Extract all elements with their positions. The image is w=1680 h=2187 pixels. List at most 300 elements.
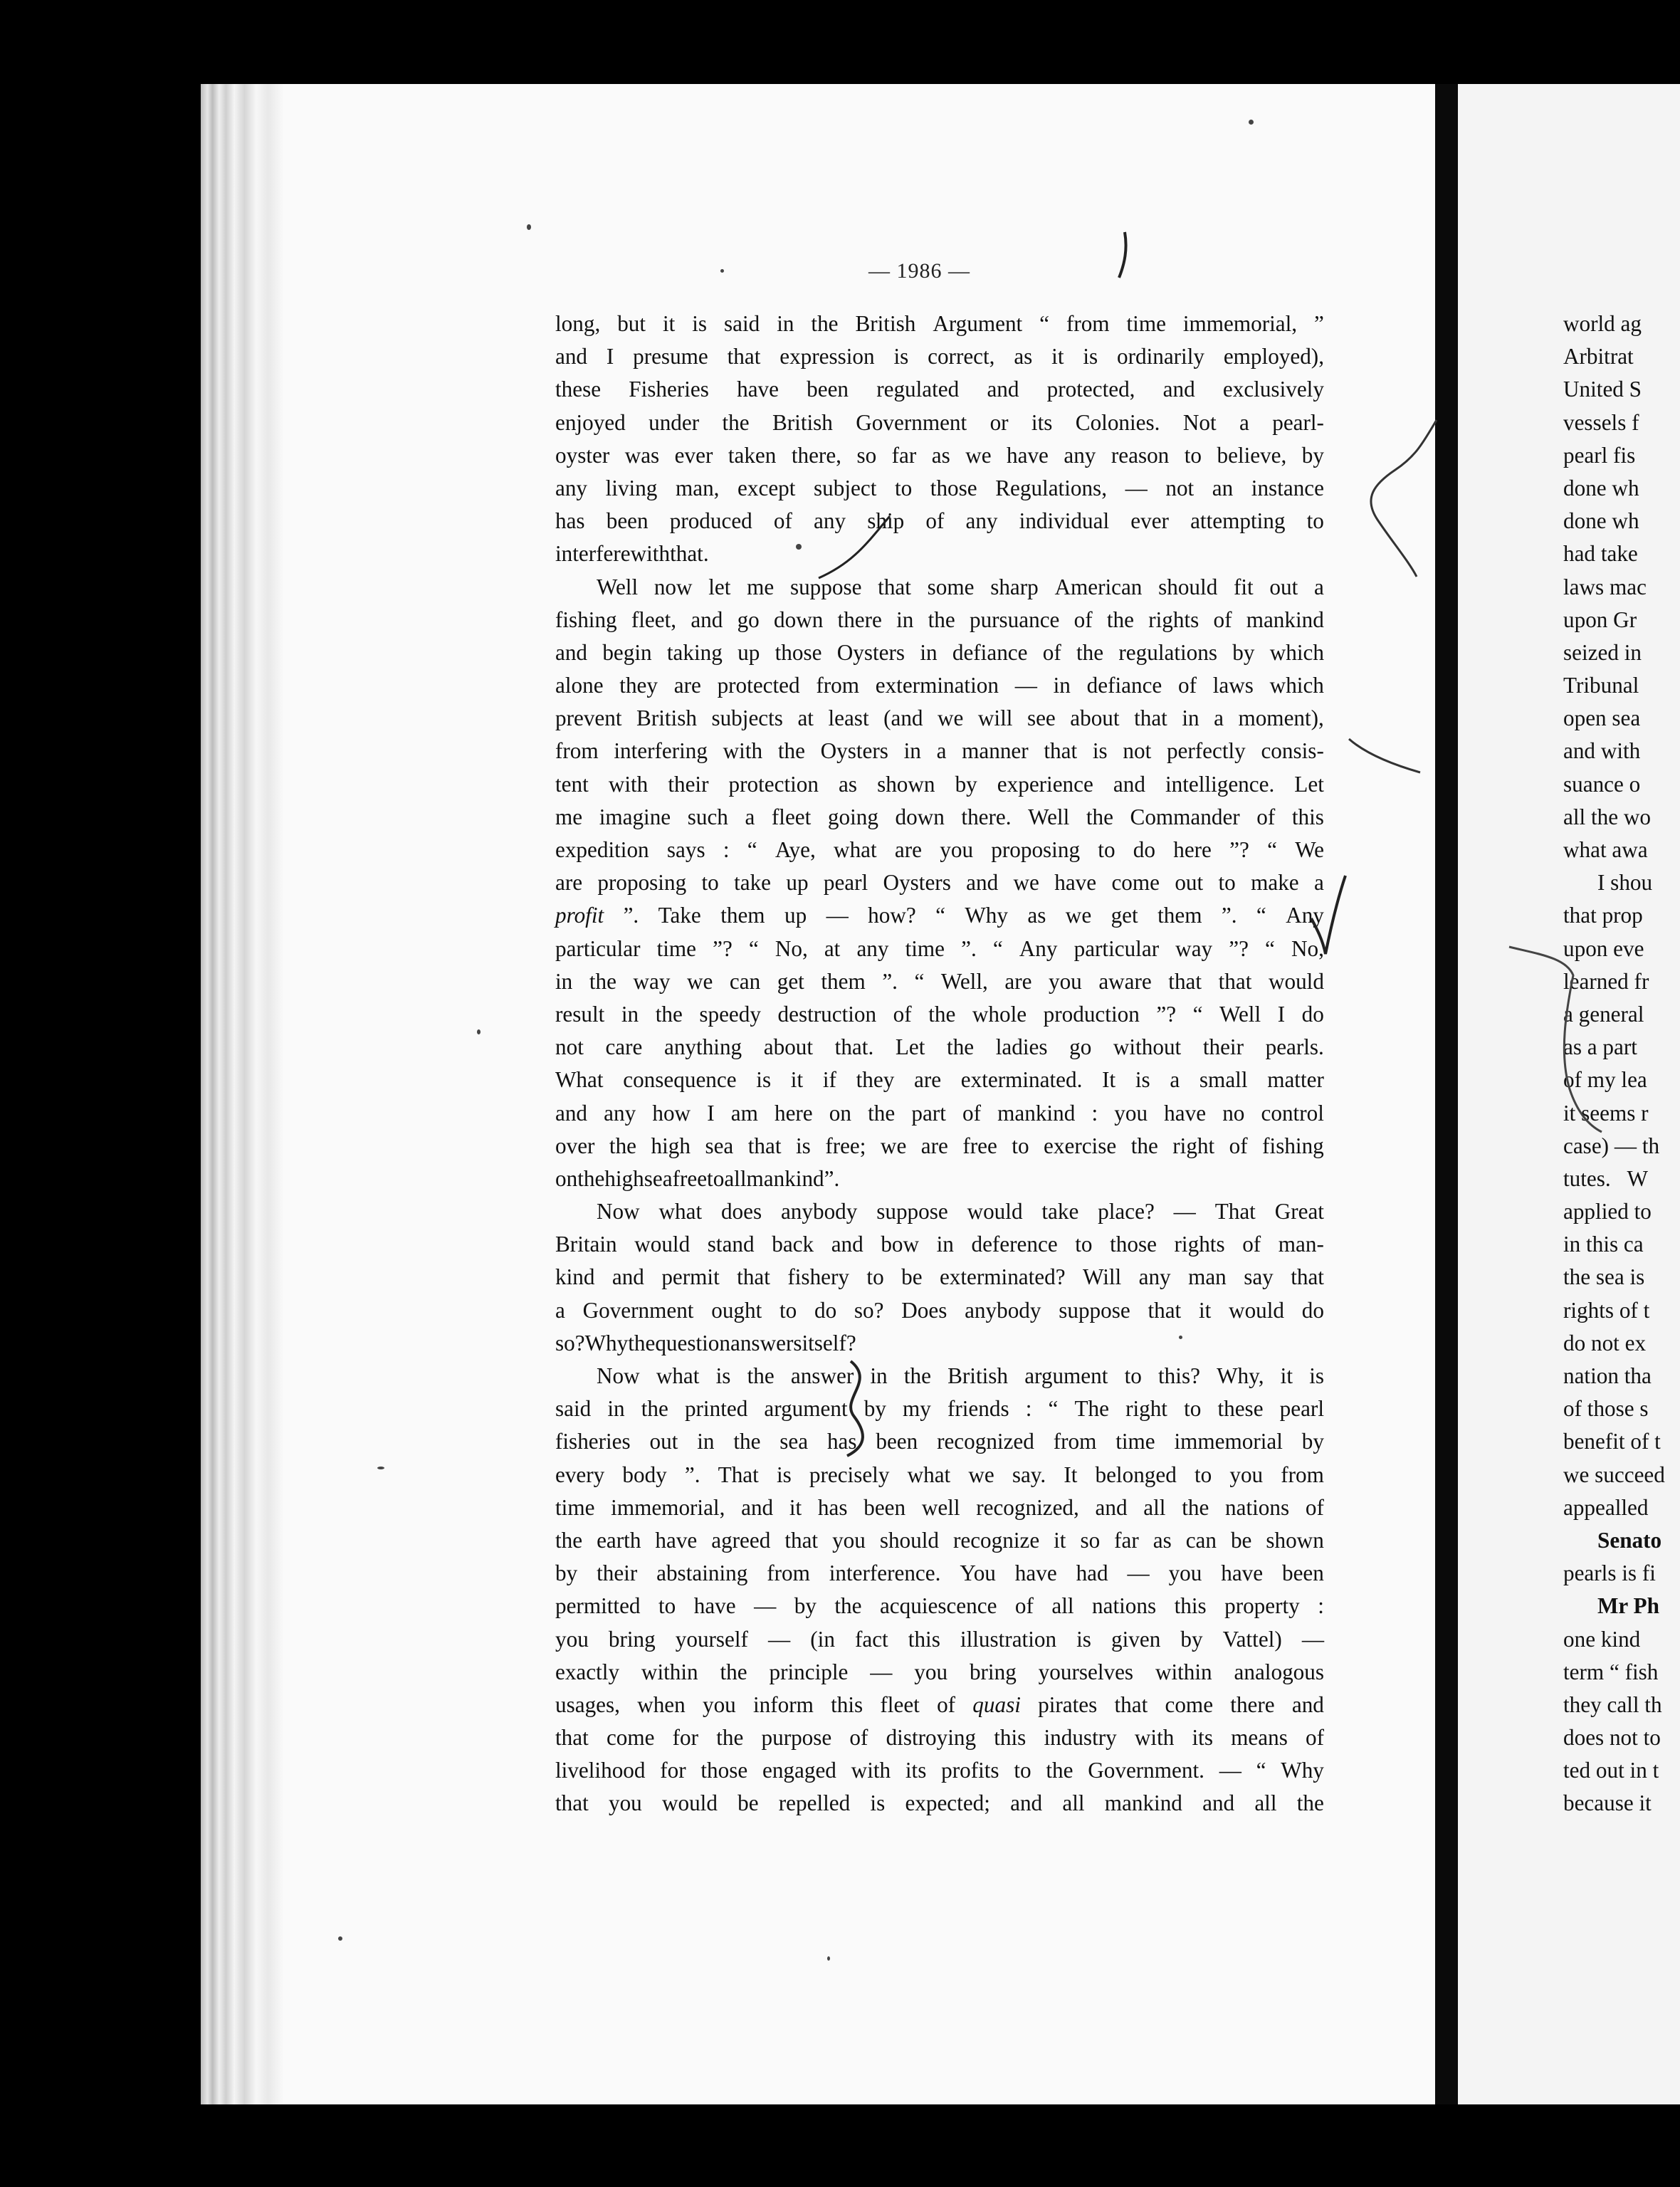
word: these bbox=[1217, 1396, 1264, 1422]
word: do bbox=[814, 1297, 837, 1323]
word: to bbox=[866, 1264, 884, 1290]
word: their bbox=[597, 1561, 638, 1586]
word: I bbox=[1277, 1001, 1286, 1027]
dust-speck bbox=[527, 224, 531, 230]
word: that bbox=[1044, 738, 1078, 764]
right-margin-loop-mark bbox=[1509, 947, 1602, 1132]
word: have bbox=[737, 377, 779, 402]
word: sharp bbox=[990, 574, 1039, 599]
right-text-line: Arbitrat bbox=[1563, 344, 1634, 369]
word: in bbox=[920, 639, 938, 665]
dust-speck bbox=[477, 1029, 481, 1034]
word: attempting bbox=[1190, 508, 1286, 534]
word: time bbox=[1126, 311, 1166, 336]
word: by bbox=[1301, 1429, 1324, 1454]
word: or bbox=[989, 409, 1009, 435]
word: those bbox=[775, 639, 822, 665]
word: a bbox=[1313, 870, 1324, 896]
word: with bbox=[851, 1758, 891, 1783]
word: imagine bbox=[599, 804, 671, 829]
margin-bracket-mark bbox=[1371, 420, 1437, 577]
word: going bbox=[827, 804, 878, 829]
word: Argument bbox=[933, 311, 1023, 336]
word: begin bbox=[602, 639, 652, 665]
word: now bbox=[653, 574, 693, 599]
word: the bbox=[577, 1165, 605, 1191]
word: except bbox=[737, 475, 796, 500]
word: interfering bbox=[614, 738, 708, 764]
word: shown bbox=[877, 771, 935, 797]
word: for bbox=[672, 1725, 699, 1751]
word: they bbox=[856, 1067, 895, 1093]
word: of bbox=[1042, 639, 1061, 665]
word: do bbox=[1301, 1297, 1324, 1323]
word: pursuance bbox=[969, 607, 1060, 632]
word: within bbox=[641, 1659, 698, 1684]
right-text-line: because it bbox=[1563, 1790, 1652, 1816]
word: fishery bbox=[787, 1264, 849, 1290]
right-text-line: done wh bbox=[1563, 508, 1639, 534]
word: to bbox=[1098, 837, 1115, 862]
word: for bbox=[660, 1758, 686, 1783]
word: by bbox=[955, 771, 977, 797]
word: to bbox=[894, 475, 913, 500]
right-text-line: seized in bbox=[1563, 639, 1642, 665]
word: an bbox=[1212, 475, 1234, 500]
word: permit bbox=[661, 1264, 720, 1290]
word: itself? bbox=[802, 1330, 856, 1355]
word: mankind bbox=[1246, 607, 1324, 632]
word: at bbox=[824, 935, 841, 961]
word: distroying bbox=[886, 1725, 977, 1751]
word: alone bbox=[555, 673, 604, 698]
right-text-line: they call th bbox=[1563, 1692, 1662, 1717]
right-text-line: pearl fis bbox=[1563, 442, 1636, 468]
word: and bbox=[1095, 1494, 1128, 1520]
word: you bbox=[914, 1659, 948, 1684]
word: Let bbox=[895, 1034, 925, 1060]
word: under bbox=[649, 409, 700, 435]
word: that bbox=[555, 1725, 589, 1751]
word: these bbox=[555, 377, 602, 402]
word: Let bbox=[1294, 771, 1324, 797]
word: defiance bbox=[952, 639, 1028, 665]
word: the bbox=[1076, 639, 1104, 665]
right-text-line: done wh bbox=[1563, 475, 1639, 500]
word: way bbox=[633, 968, 671, 994]
word: — bbox=[1301, 1626, 1324, 1652]
word: but bbox=[617, 311, 646, 336]
word: nations bbox=[1092, 1593, 1157, 1619]
word: “ bbox=[1048, 1396, 1059, 1422]
underline-stroke bbox=[819, 516, 890, 578]
word: would bbox=[1229, 1297, 1285, 1323]
word: interfere bbox=[555, 541, 631, 567]
word: you bbox=[608, 1790, 642, 1816]
word: there bbox=[1230, 1692, 1275, 1717]
word: of bbox=[937, 1692, 956, 1717]
word: laws bbox=[1212, 673, 1254, 698]
word: down bbox=[774, 607, 824, 632]
word: Government bbox=[856, 409, 967, 435]
word: be bbox=[1230, 1527, 1252, 1553]
word: a bbox=[1239, 409, 1249, 435]
word: you bbox=[832, 1527, 866, 1553]
word: you bbox=[702, 1692, 736, 1717]
word: Great bbox=[1274, 1199, 1324, 1224]
word: protected bbox=[717, 673, 800, 698]
word: a bbox=[1214, 706, 1224, 731]
word: you bbox=[1114, 1100, 1148, 1126]
word: the bbox=[928, 1001, 956, 1027]
word: fleet bbox=[880, 1692, 920, 1717]
word: in bbox=[555, 968, 573, 994]
word: go bbox=[737, 607, 760, 632]
word: precisely bbox=[809, 1462, 890, 1487]
word: yourselves bbox=[1038, 1659, 1134, 1684]
word: of bbox=[1305, 1494, 1324, 1520]
word: That bbox=[1214, 1199, 1256, 1224]
word: man- bbox=[1278, 1232, 1324, 1257]
word: down bbox=[895, 804, 945, 829]
right-text-line: a general bbox=[1563, 1001, 1644, 1027]
word: Aye, bbox=[775, 837, 816, 862]
word: “ bbox=[747, 837, 757, 862]
word: bring bbox=[608, 1626, 656, 1652]
word: individual bbox=[1019, 508, 1110, 534]
right-text-line: term “ fish bbox=[1563, 1659, 1659, 1684]
word: nations bbox=[1225, 1494, 1290, 1520]
word: have bbox=[1014, 1561, 1057, 1586]
word: any bbox=[965, 508, 998, 534]
word: It bbox=[1064, 1462, 1078, 1487]
word: far bbox=[1114, 1527, 1139, 1553]
word: the bbox=[928, 607, 955, 632]
word: expedition bbox=[555, 837, 649, 862]
word: particular bbox=[1073, 935, 1160, 961]
word: of bbox=[1014, 1593, 1034, 1619]
word: deference bbox=[971, 1232, 1058, 1257]
right-text-line: Tribunal bbox=[1563, 673, 1639, 698]
word: the bbox=[722, 409, 750, 435]
word: British bbox=[855, 311, 916, 336]
word: Any bbox=[1019, 935, 1058, 961]
word: do bbox=[1301, 1001, 1324, 1027]
word: Vattel) bbox=[1222, 1626, 1282, 1652]
word: are bbox=[1004, 968, 1032, 994]
right-text-line: does not to bbox=[1563, 1725, 1661, 1751]
word: high bbox=[651, 1133, 691, 1158]
word: mankind bbox=[746, 1165, 824, 1191]
word: livelihood bbox=[555, 1758, 646, 1783]
word: been bbox=[807, 377, 849, 402]
word: proposing bbox=[991, 837, 1081, 862]
word: and bbox=[691, 607, 723, 632]
word: is bbox=[692, 311, 708, 336]
right-text-line: suance o bbox=[1563, 771, 1641, 797]
word: Well bbox=[1028, 804, 1070, 829]
word: to bbox=[701, 870, 719, 896]
word: that bbox=[727, 344, 761, 369]
word: I bbox=[606, 344, 614, 369]
word: body bbox=[622, 1462, 667, 1487]
word: “ bbox=[992, 935, 1003, 961]
word: of bbox=[1242, 1232, 1261, 1257]
word: suppose bbox=[876, 1199, 948, 1224]
word: Colonies. bbox=[1075, 409, 1160, 435]
word: inform bbox=[753, 1692, 814, 1717]
word: in bbox=[1182, 706, 1199, 731]
word: come bbox=[606, 1725, 655, 1751]
word: least bbox=[828, 706, 869, 731]
word: permitted bbox=[555, 1593, 641, 1619]
word: to bbox=[707, 1165, 725, 1191]
word: all bbox=[1143, 1494, 1166, 1520]
word: the bbox=[628, 1330, 656, 1355]
word: over bbox=[555, 1133, 595, 1158]
word: usages, bbox=[555, 1692, 620, 1717]
word: pearl- bbox=[1272, 409, 1324, 435]
word: any bbox=[604, 1100, 636, 1126]
word: extermination bbox=[875, 673, 999, 698]
word: The bbox=[1074, 1396, 1109, 1422]
word: that bbox=[878, 574, 911, 599]
word: their bbox=[1202, 1034, 1244, 1060]
word: American bbox=[1054, 574, 1143, 599]
word: anybody bbox=[780, 1199, 858, 1224]
right-text-line: in this ca bbox=[1563, 1232, 1644, 1257]
word: “ bbox=[1039, 311, 1049, 336]
word: Well bbox=[1219, 1001, 1261, 1027]
word: pearl bbox=[823, 870, 868, 896]
word: pirates bbox=[1038, 1692, 1098, 1717]
word: the bbox=[1086, 804, 1113, 829]
word: ladies bbox=[995, 1034, 1048, 1060]
word: with bbox=[630, 541, 671, 567]
dust-speck bbox=[377, 1467, 384, 1469]
word: and bbox=[741, 1494, 774, 1520]
word: engaged bbox=[762, 1758, 836, 1783]
word: — bbox=[1014, 673, 1037, 698]
word: from bbox=[816, 673, 859, 698]
word: that bbox=[737, 1264, 770, 1290]
word: to bbox=[1075, 1232, 1093, 1257]
word: that bbox=[1148, 1297, 1182, 1323]
word: and bbox=[555, 1100, 588, 1126]
word: not bbox=[1123, 738, 1152, 764]
word: living bbox=[605, 475, 658, 500]
word: “ bbox=[1256, 1758, 1266, 1783]
word: abstaining bbox=[656, 1561, 748, 1586]
word: (in bbox=[810, 1626, 835, 1652]
word: : bbox=[1318, 1593, 1324, 1619]
word: they bbox=[619, 673, 658, 698]
word: — bbox=[826, 903, 849, 928]
word: all bbox=[1051, 1593, 1074, 1619]
word: : bbox=[1025, 1396, 1032, 1422]
word: make bbox=[1251, 870, 1299, 896]
word: the bbox=[1296, 1790, 1324, 1816]
word: Why bbox=[965, 903, 1008, 928]
word: be bbox=[737, 1790, 759, 1816]
word: illustration bbox=[960, 1626, 1057, 1652]
word: any bbox=[1138, 1264, 1171, 1290]
word: to bbox=[1184, 442, 1202, 468]
word: free bbox=[672, 1165, 708, 1191]
margin-dash-mark bbox=[1349, 739, 1420, 772]
word: British bbox=[947, 1363, 1009, 1388]
word: repelled bbox=[778, 1790, 851, 1816]
word: Why, bbox=[1217, 1363, 1264, 1388]
word: rights bbox=[1148, 607, 1199, 632]
word: expected; bbox=[905, 1790, 990, 1816]
word: Take bbox=[658, 903, 701, 928]
word: way bbox=[1175, 935, 1213, 961]
word: all bbox=[1254, 1790, 1277, 1816]
dust-speck bbox=[827, 1956, 830, 1961]
scribble-mark bbox=[847, 1361, 863, 1456]
word: in bbox=[903, 738, 921, 764]
word: a bbox=[936, 738, 947, 764]
word: up bbox=[786, 870, 809, 896]
word: we bbox=[686, 968, 713, 994]
word: a bbox=[555, 1297, 565, 1323]
word: recognize bbox=[952, 1527, 1040, 1553]
word: see bbox=[1027, 706, 1056, 731]
word: it bbox=[1054, 1527, 1066, 1553]
word: ”. bbox=[961, 935, 977, 961]
word: “ bbox=[1192, 1001, 1203, 1027]
word: ”? bbox=[1156, 1001, 1177, 1027]
word: that bbox=[1291, 1264, 1324, 1290]
word: of bbox=[849, 1725, 868, 1751]
word: a bbox=[745, 804, 755, 829]
word: had bbox=[1076, 1561, 1108, 1586]
word: that bbox=[747, 1133, 782, 1158]
word: Now bbox=[597, 1363, 640, 1388]
word: we bbox=[1065, 903, 1092, 928]
word: exterminated. bbox=[960, 1067, 1083, 1093]
word: we bbox=[938, 706, 964, 731]
word: ship bbox=[867, 508, 905, 534]
word: anybody bbox=[965, 1297, 1041, 1323]
word: ”? bbox=[1229, 837, 1249, 862]
word: earth bbox=[597, 1527, 641, 1553]
word: suppose bbox=[789, 574, 862, 599]
word: care bbox=[605, 1034, 643, 1060]
word: have bbox=[1007, 442, 1049, 468]
word: British bbox=[772, 409, 833, 435]
word: should bbox=[879, 1527, 939, 1553]
word: of bbox=[1306, 1725, 1324, 1751]
word: consis- bbox=[1261, 738, 1324, 764]
word: have bbox=[1054, 870, 1097, 896]
word: and bbox=[1291, 1692, 1324, 1717]
word: in bbox=[621, 1001, 639, 1027]
word: intelligence. bbox=[1165, 771, 1275, 797]
word: British bbox=[636, 706, 697, 731]
word: to bbox=[1184, 1396, 1202, 1422]
word: any bbox=[555, 475, 588, 500]
word: — bbox=[870, 1659, 893, 1684]
word: : bbox=[723, 837, 730, 862]
word: Why bbox=[584, 1330, 629, 1355]
word: as bbox=[1014, 344, 1033, 369]
word: are bbox=[894, 837, 922, 862]
word: quasi bbox=[972, 1692, 1021, 1717]
word: is bbox=[1076, 1626, 1091, 1652]
right-text-line: nation tha bbox=[1563, 1363, 1652, 1388]
word: are bbox=[914, 1067, 942, 1093]
word: fit bbox=[1234, 574, 1254, 599]
word: believe, bbox=[1217, 442, 1287, 468]
word: destruction bbox=[777, 1001, 877, 1027]
word: as bbox=[1027, 903, 1046, 928]
word: by bbox=[794, 1593, 817, 1619]
word: argument bbox=[1024, 1363, 1108, 1388]
right-text-line: appealled bbox=[1563, 1494, 1649, 1520]
word: in bbox=[896, 607, 914, 632]
word: this? bbox=[1158, 1363, 1200, 1388]
word: been bbox=[876, 1429, 918, 1454]
word: as bbox=[839, 771, 858, 797]
word: out bbox=[1269, 574, 1298, 599]
word: stand bbox=[707, 1232, 755, 1257]
word: argument bbox=[764, 1396, 848, 1422]
word: a bbox=[1170, 1067, 1180, 1093]
word: is bbox=[776, 1462, 792, 1487]
word: have bbox=[693, 1593, 736, 1619]
word: of bbox=[962, 1100, 981, 1126]
word: to bbox=[779, 1297, 797, 1323]
word: produced bbox=[669, 508, 752, 534]
word: has bbox=[826, 1429, 857, 1454]
word: I bbox=[707, 1100, 715, 1126]
word: profits bbox=[941, 1758, 999, 1783]
word: this bbox=[1291, 804, 1324, 829]
word: we bbox=[965, 442, 992, 468]
word: been bbox=[606, 508, 649, 534]
word: to bbox=[658, 1593, 676, 1619]
word: — bbox=[1173, 1199, 1196, 1224]
right-text-line: as a part bbox=[1563, 1034, 1637, 1060]
word: of bbox=[773, 508, 792, 534]
word: what bbox=[907, 1462, 951, 1487]
word: say. bbox=[1012, 1462, 1046, 1487]
word: from bbox=[767, 1561, 810, 1586]
word: mankind bbox=[997, 1100, 1076, 1126]
word: — bbox=[1125, 475, 1148, 500]
word: “ bbox=[1265, 935, 1275, 961]
word: here bbox=[774, 1100, 813, 1126]
word: part bbox=[911, 1100, 946, 1126]
word: the bbox=[868, 1100, 896, 1126]
word: No, bbox=[775, 935, 808, 961]
word: not bbox=[555, 1034, 584, 1060]
word: interference. bbox=[829, 1561, 941, 1586]
word: man bbox=[1188, 1264, 1227, 1290]
word: do bbox=[1133, 837, 1155, 862]
word: protected, bbox=[1046, 377, 1135, 402]
word: am bbox=[730, 1100, 758, 1126]
word: Why bbox=[1281, 1758, 1324, 1783]
word: come bbox=[1165, 1692, 1214, 1717]
word: go bbox=[1069, 1034, 1092, 1060]
word: profit bbox=[555, 903, 604, 928]
right-text-line: pearls is fi bbox=[1563, 1561, 1656, 1586]
word: been bbox=[863, 1494, 906, 1520]
word: Commander bbox=[1130, 804, 1240, 829]
